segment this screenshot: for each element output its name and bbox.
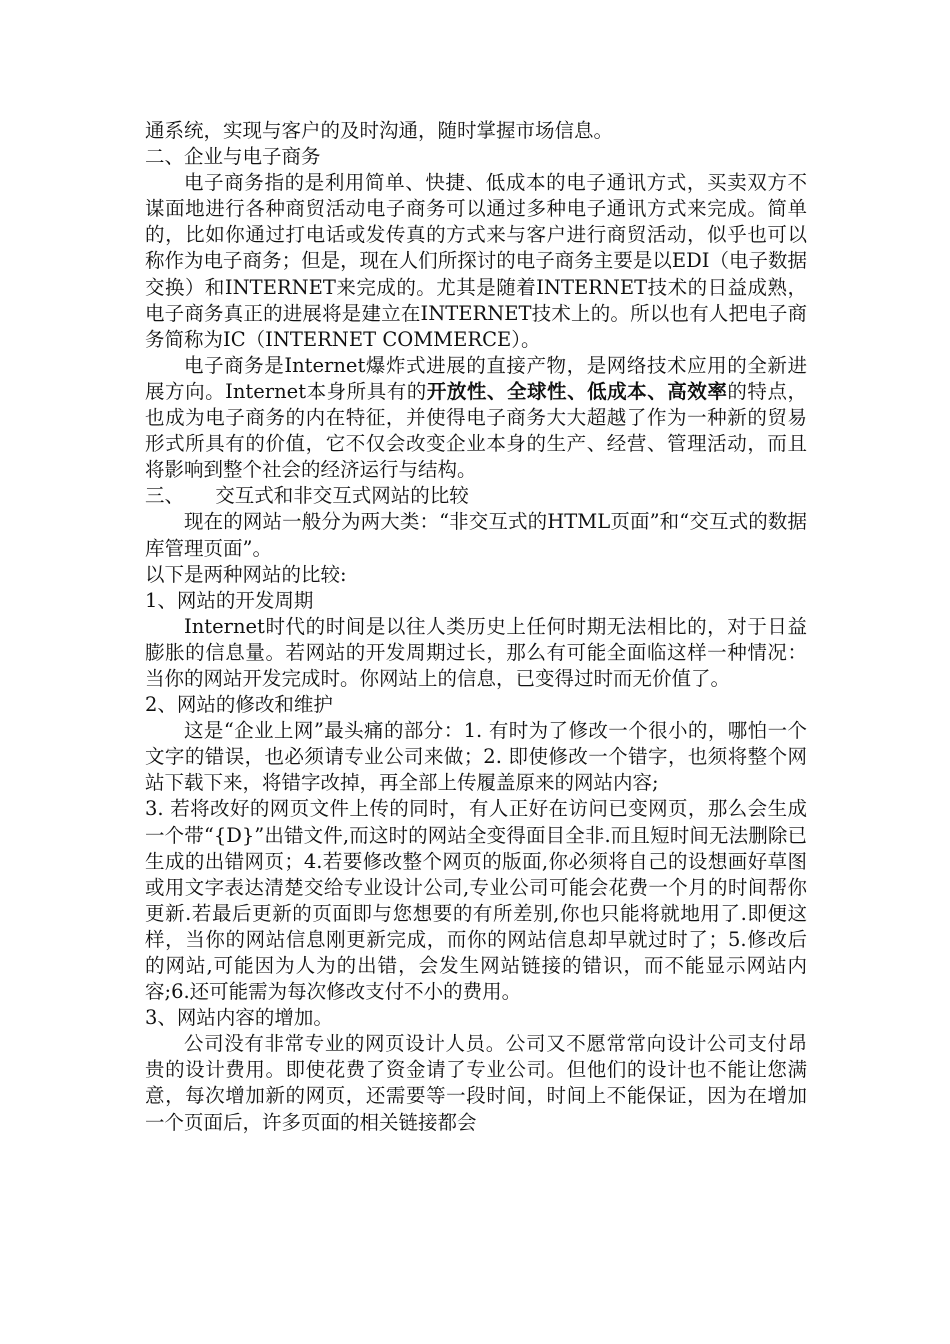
subheading-maintenance: 2、网站的修改和维护 [145, 693, 333, 717]
document-page [145, 118, 807, 1136]
section-heading-2: 二、企业与电子商务 [145, 145, 321, 169]
text-run: 的特点，也成为电子商务的内在特征，并使得电子商务大大超越了作为一种新的贸易形式所具有的价值，它不仅会改变企业本身的生产、经营、管理活动，而且将影响到整个社会的经济运行与结构。 [145, 379, 807, 482]
subheading-content-add: 3、网站内容的增加。 [145, 1006, 333, 1030]
paragraph-site-types: 现在的网站一般分为两大类：“非交互式的HTML页面”和“交互式的数据库管理页面”。 [145, 510, 807, 560]
paragraph-maintenance: 这是“企业上网”最头痛的部分：1. 有时为了修改一个很小的，哪怕一个文字的错误，也必须请专业公司来做；2. 即使修改一个错字，也须将整个网站下载下来，将错字改掉，再全部上传履盖原来的网站内容; [145, 719, 807, 795]
section-heading-3 [145, 483, 807, 509]
paragraph-dev-cycle: Internet时代的时间是以往人类历史上任何时期无法相比的，对于日益膨胀的信息量。若网站的开发周期过长，那么有可能全面临这样一种情况：当你的网站开发完成时。你网站上的信息，已变得过时而无价值了。 [145, 614, 807, 690]
paragraph-maintenance-cont: 3. 若将改好的网页文件上传的同时，有人正好在访问已变网页，那么会生成一个带“{D}”出错文件,而这时的网站全变得面目全非.而且短时间无法删除已生成的出错网页；4.若要修改整个网页的版面,你必须将自己的设想画好草图或用文字表达清楚交给专业设计公司,专业公司可能会花费一个月的时间帮你更新.若最后更新的页面即与您想要的有所差别,你也只能将就地用了.即便这样，当你的网站信息刚更新完成，而你的网站信息却早就过时了；5.修改后的网站,可能因为人为的出错，会发生网站链接的错识，而不能显示网站内容;6.还可能需为每次修改支付不小的费用。 [145, 797, 807, 1004]
paragraph-comparison-intro: 以下是两种网站的比较: [145, 562, 347, 586]
text-run: 电子商务是Internet爆炸式进展的直接产物，是网络技术应用的全新进展方向。Internet本身所具有的 [145, 353, 807, 403]
paragraph-content-add: 公司没有非常专业的网页设计人员。公司又不愿常常向设计公司支付昂贵的设计费用。即使花费了资金请了专业公司。但他们的设计也不能让您满意，每次增加新的网页，还需要等一段时间，时间上不能保证，因为在增加一个页面后，许多页面的相关链接都会 [145, 1032, 807, 1134]
paragraph-continued: 通系统，实现与客户的及时沟通，随时掌握市场信息。 [145, 119, 614, 142]
subheading-dev-cycle: 1、网站的开发周期 [145, 588, 314, 612]
paragraph-ecommerce-definition: 电子商务指的是利用简单、快捷、低成本的电子通讯方式，买卖双方不谋面地进行各种商贸活动电子商务可以通过多种电子通讯方式来完成。简单的，比如你通过打电话或发传真的方式来与客户进行商贸活动，似乎也可以称作为电子商务；但是，现在人们所探讨的电子商务主要是以EDI（电子数据交换）和INTERNET来完成的。尤其是随着INTERNET技术的日益成熟，电子商务真正的进展将是建立在INTERNET技术上的。所以也有人把电子商务简称为IC（INTERNET COMMERCE）。 [145, 171, 807, 351]
bold-keywords: 开放性、全球性、低成本、高效率 [426, 379, 728, 403]
paragraph-ecommerce-features [145, 353, 807, 483]
heading-text: 交互式和非交互式网站的比较 [215, 484, 469, 508]
heading-number: 三、 [145, 484, 185, 508]
